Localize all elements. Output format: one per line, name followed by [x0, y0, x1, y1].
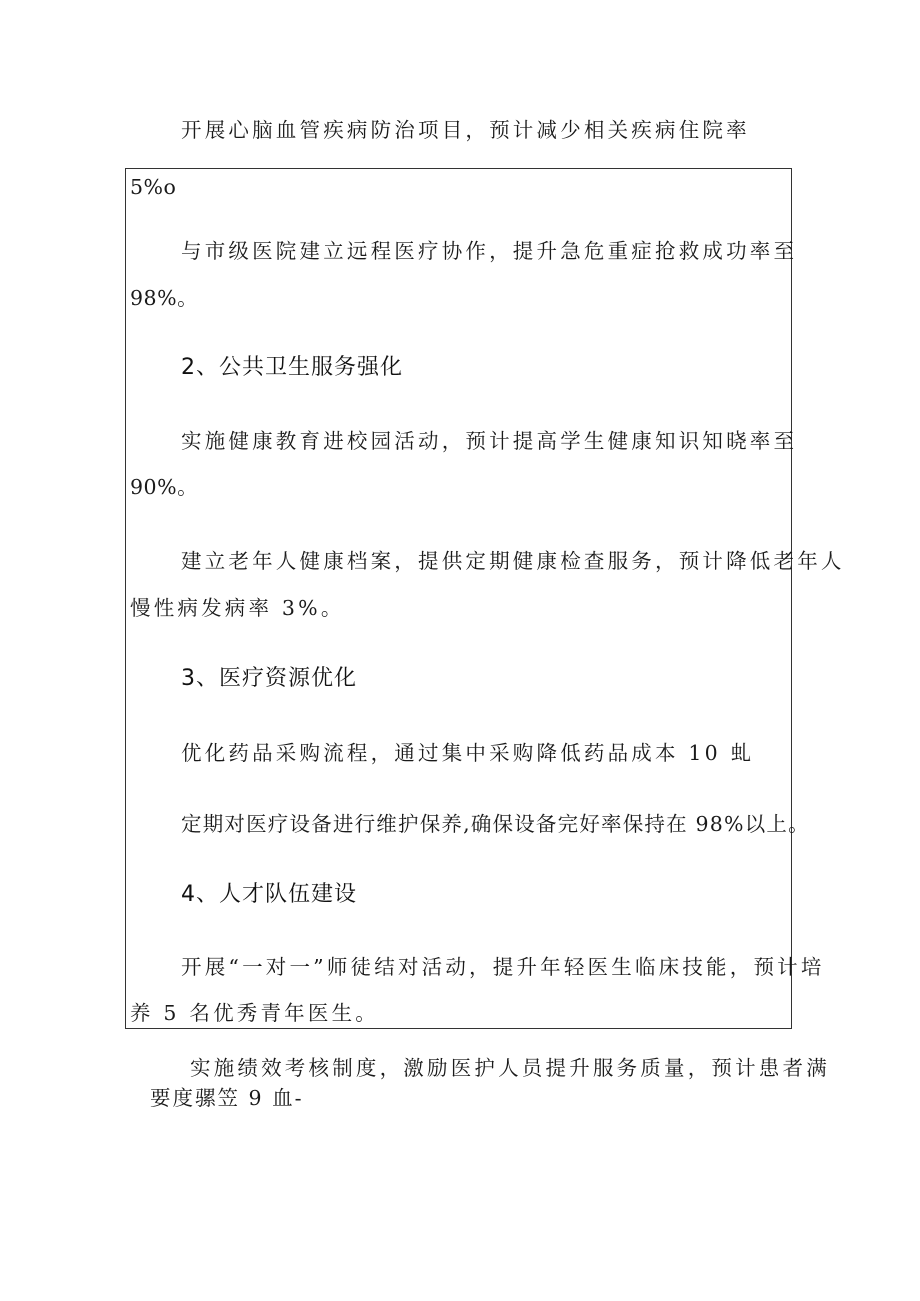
outro-line2: 要度骡笠 9 血- [150, 1086, 304, 1110]
section2-item2-line1: 建立老年人健康档案，提供定期健康检查服务，预计降低老年人 [181, 549, 845, 573]
section2-item2-line2: 慢性病发病率 3%。 [130, 596, 345, 620]
section3-item1: 优化药品采购流程，通过集中采购降低药品成本 10 虬 [181, 741, 755, 765]
section3-heading: 3、医疗资源优化 [181, 666, 357, 691]
section2-heading: 2、公共卫生服务强化 [181, 355, 403, 380]
section2-item1-line1: 实施健康教育进校园活动，预计提高学生健康知识知晓率至 [181, 429, 798, 453]
outro-line1: 实施绩效考核制度，激励医护人员提升服务质量，预计患者满 [190, 1056, 830, 1080]
intro-paragraph: 开展心脑血管疾病防治项目，预计减少相关疾病住院率 [181, 118, 750, 142]
section4-item1-line1: 开展“一对一”师徒结对活动，提升年轻医生临床技能，预计培 [181, 955, 825, 979]
section4-heading: 4、人才队伍建设 [181, 882, 357, 907]
section1-item2-line2: 98%。 [130, 286, 199, 310]
section4-item1-line2: 养 5 名优秀青年医生。 [130, 1001, 379, 1025]
section1-item2-line1: 与市级医院建立远程医疗协作，提升急危重症抢救成功率至 [181, 239, 798, 263]
section3-item2: 定期对医疗设备进行维护保养,确保设备完好率保持在 98%以上。 [181, 812, 810, 836]
section2-item1-line2: 90%。 [130, 475, 199, 499]
section1-tail: 5%o [130, 175, 177, 199]
